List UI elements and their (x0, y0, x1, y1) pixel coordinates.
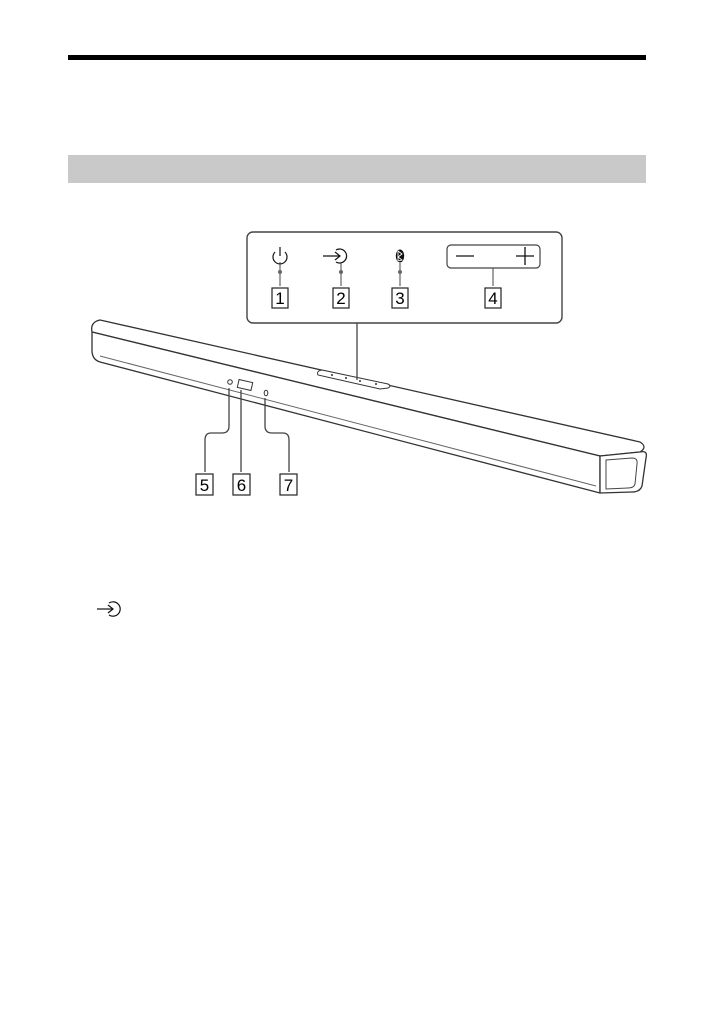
svg-text:4: 4 (488, 289, 498, 308)
callout-5 (196, 474, 213, 495)
callout-2 (333, 288, 349, 308)
svg-text:6: 6 (236, 476, 247, 495)
svg-text:1: 1 (275, 289, 285, 308)
svg-text:2: 2 (336, 289, 346, 308)
bluetooth-icon (396, 250, 404, 263)
callout-6 (233, 474, 250, 495)
callout-1 (272, 288, 288, 308)
callout-4 (485, 288, 501, 308)
svg-text:7: 7 (283, 476, 294, 495)
svg-text:5: 5 (199, 476, 210, 495)
input-icon (96, 598, 122, 620)
callout-3 (392, 288, 408, 308)
svg-text:3: 3 (395, 289, 405, 308)
callout-7 (280, 474, 297, 495)
soundbar-body (92, 320, 647, 493)
